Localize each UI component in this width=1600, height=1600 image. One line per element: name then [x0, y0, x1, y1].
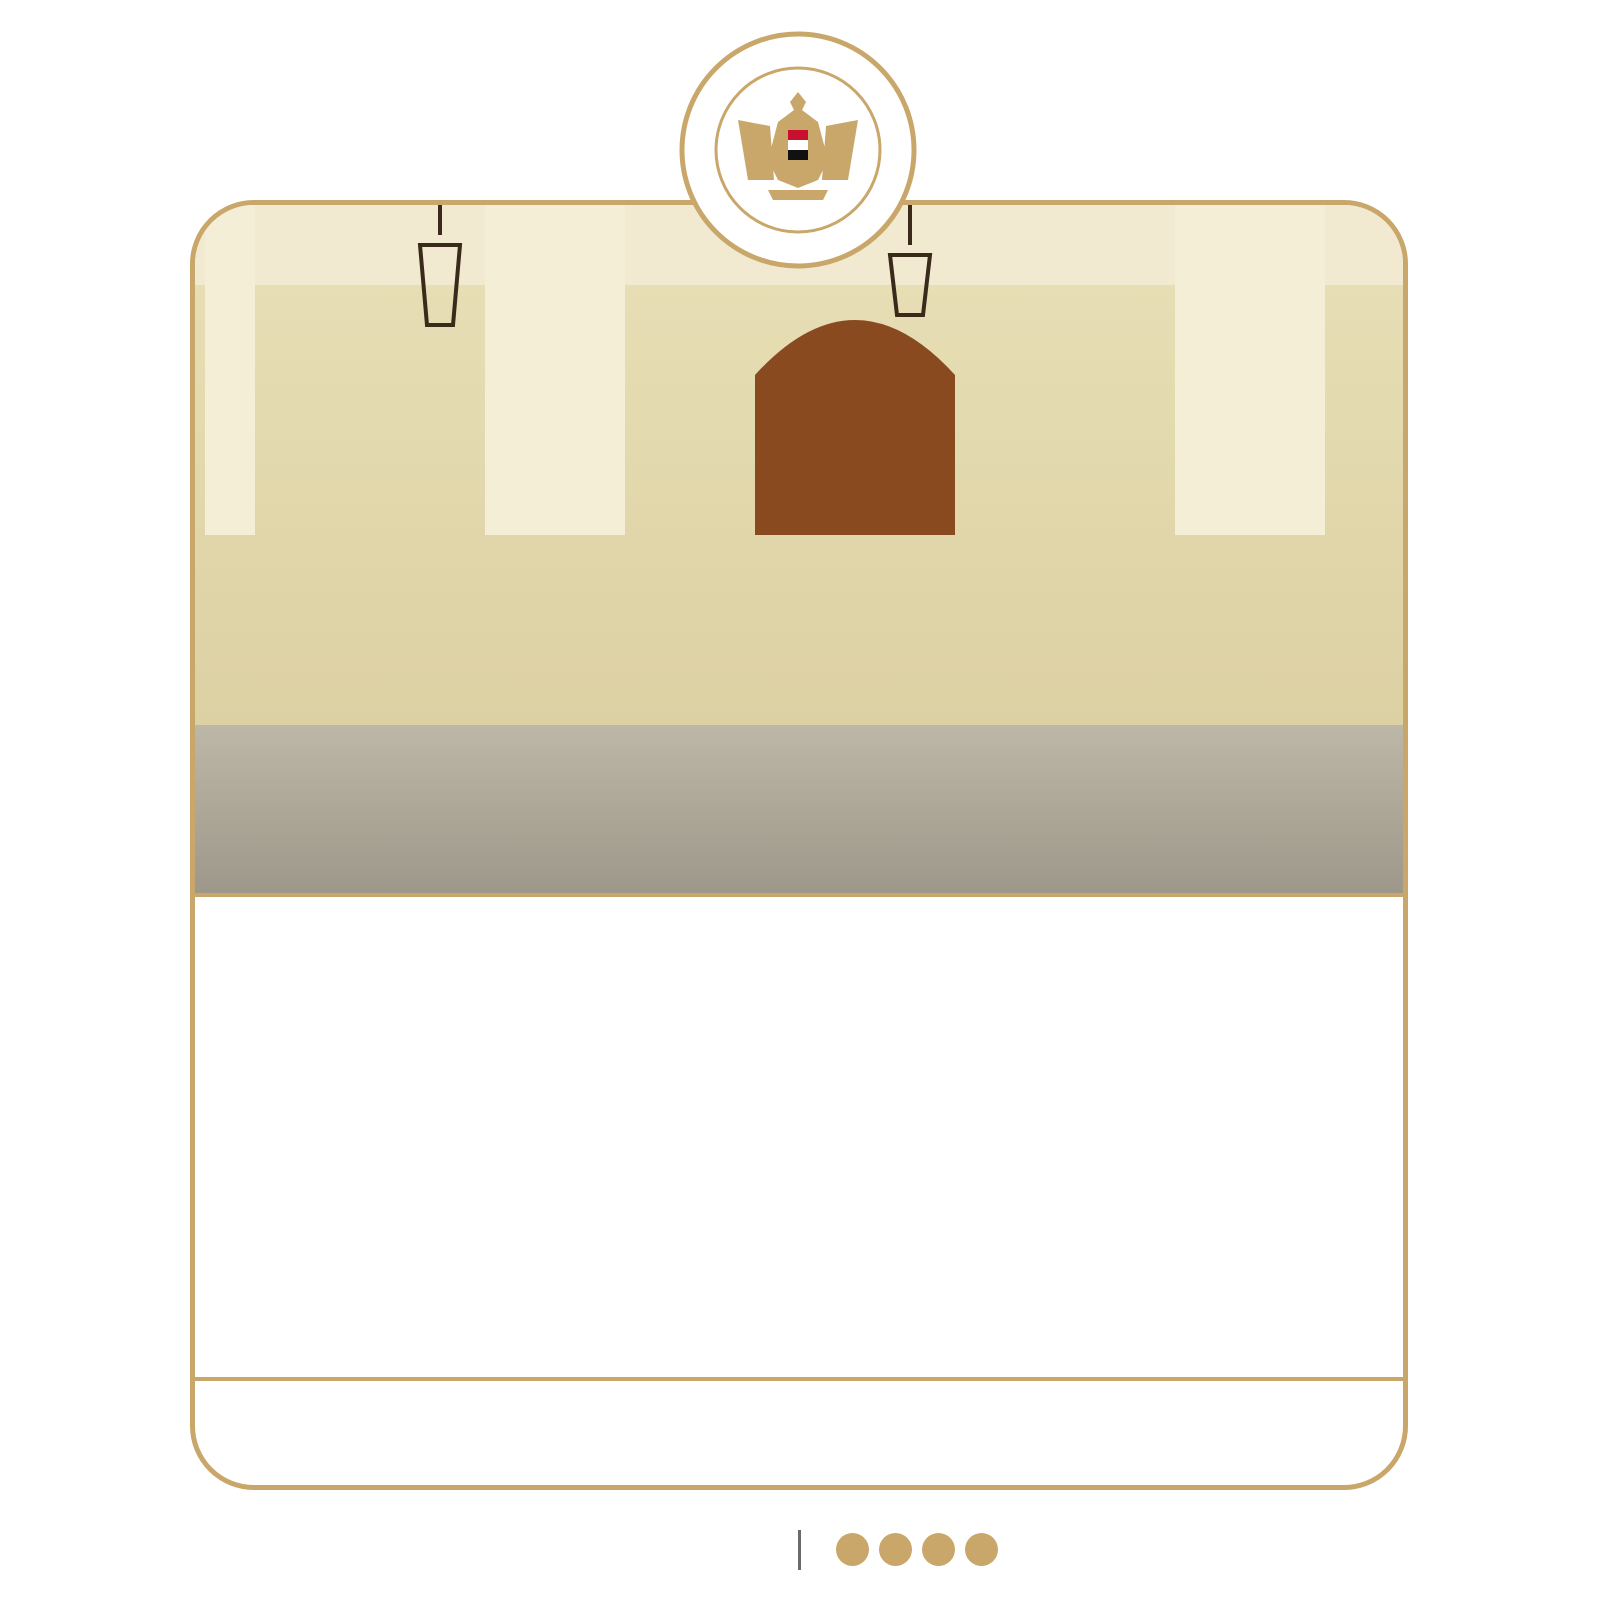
content-card — [190, 200, 1408, 1490]
instagram-icon[interactable] — [922, 1533, 955, 1566]
group-photo — [195, 205, 1403, 897]
twitter-icon[interactable] — [879, 1533, 912, 1566]
group-photo-illustration — [195, 205, 1403, 893]
facebook-icon[interactable] — [836, 1533, 869, 1566]
ministry-logo — [678, 30, 918, 270]
divider — [195, 1377, 1403, 1381]
linkedin-icon[interactable] — [965, 1533, 998, 1566]
footer-separator — [798, 1530, 801, 1570]
article-body — [235, 917, 1365, 1347]
